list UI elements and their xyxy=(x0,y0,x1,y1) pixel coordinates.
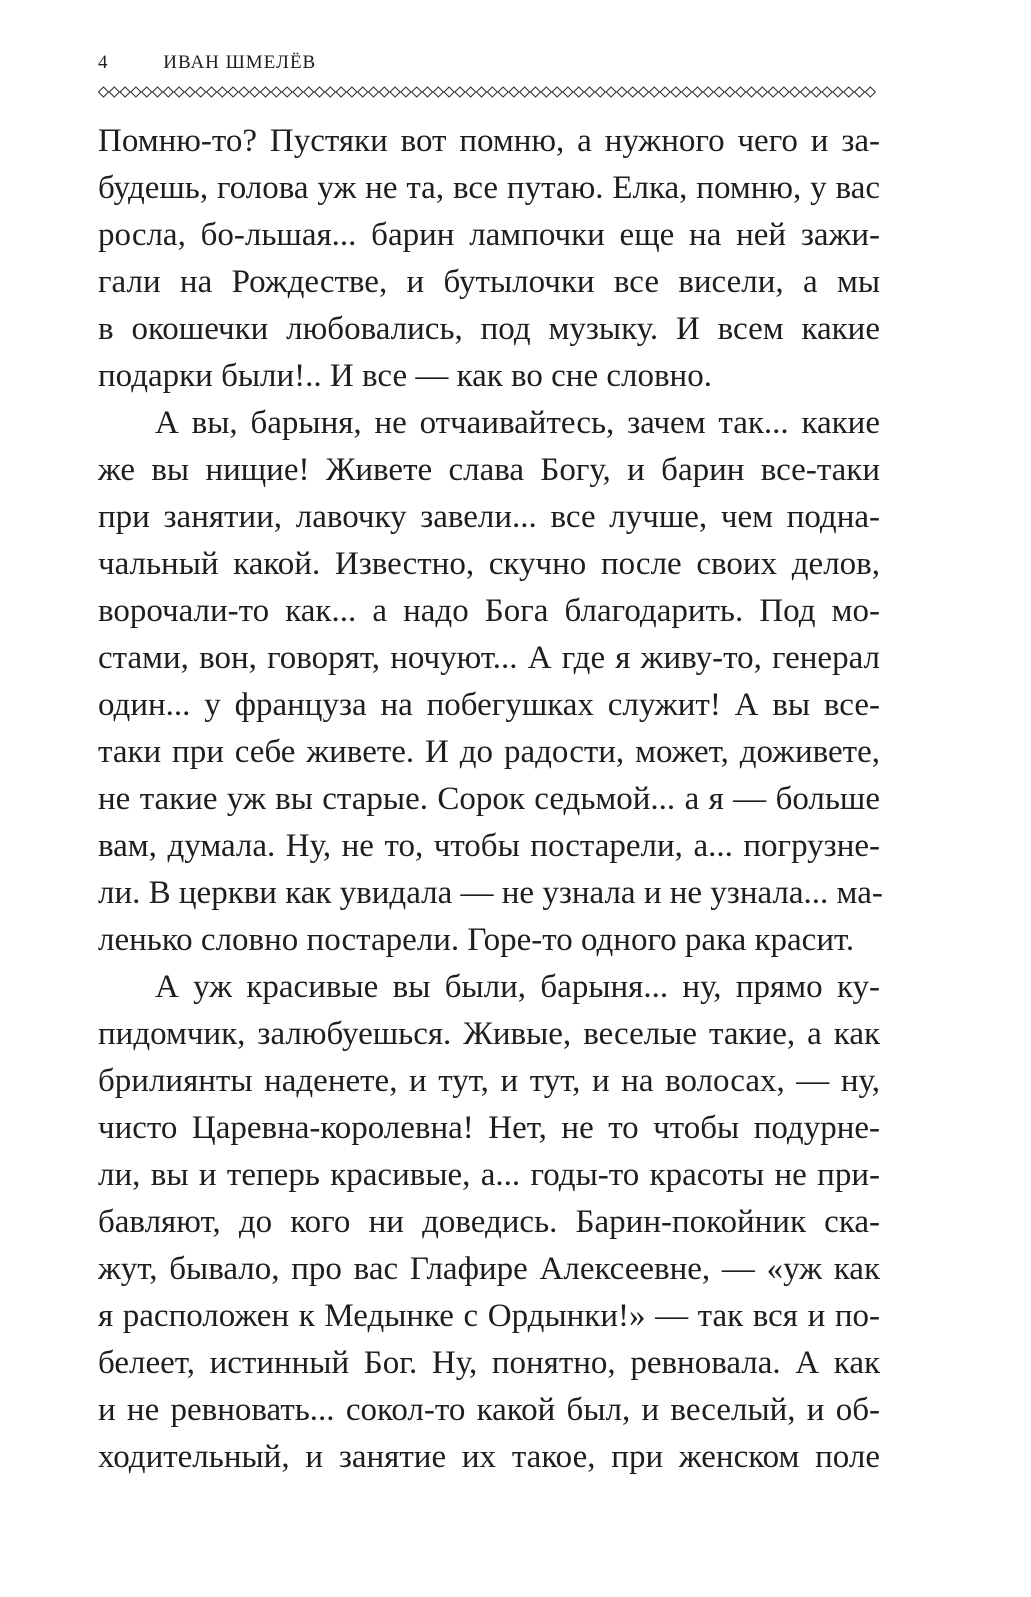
text-line: бавляют, до кого ни доведись. Барин-покойник ска- xyxy=(98,1204,880,1240)
ornament-diamond xyxy=(153,87,163,97)
ornament-diamond xyxy=(725,87,735,97)
ornament-diamond xyxy=(369,87,379,97)
ornament-diamond xyxy=(660,87,670,97)
ornament-diamond xyxy=(703,87,713,97)
ornament-diamond xyxy=(682,87,692,97)
text-line: ленько словно постарели. Горе-то одного рака красит. xyxy=(98,922,855,958)
ornament-diamond xyxy=(628,87,638,97)
ornament-diamond xyxy=(693,87,703,97)
ornament-diamond xyxy=(347,87,357,97)
ornament-diamond xyxy=(541,87,551,97)
ornament-diamond xyxy=(379,87,389,97)
ornament-diamond xyxy=(811,87,821,97)
text-line: чисто Царевна-королевна! Нет, не то чтобы подурне- xyxy=(98,1110,880,1146)
ornament-diamond xyxy=(790,87,800,97)
text-line: при занятии, лавочку завели... все лучше, чем подна- xyxy=(98,499,880,535)
ornament-diamond xyxy=(109,87,119,97)
ornament-diamond xyxy=(282,87,292,97)
paragraph xyxy=(98,118,880,400)
text-line: ли, вы и теперь красивые, а... годы-то красоты не при- xyxy=(98,1157,880,1193)
ornament-diamond xyxy=(207,87,217,97)
ornament-diamond xyxy=(855,87,865,97)
ornament-diamond xyxy=(487,87,497,97)
ornament-diamond xyxy=(217,87,227,97)
ornament-diamond xyxy=(574,87,584,97)
page-number: 4 xyxy=(98,52,108,73)
ornament-diamond xyxy=(779,87,789,97)
ornament-diamond xyxy=(595,87,605,97)
ornament-diamond xyxy=(736,87,746,97)
ornament-diamond xyxy=(131,87,141,97)
ornament-diamond xyxy=(142,87,152,97)
ornament-diamond xyxy=(477,87,487,97)
text-line: белеет, истинный Бог. Ну, понятно, ревновала. А как xyxy=(98,1345,880,1381)
ornament-diamond xyxy=(552,87,562,97)
ornament-diamond xyxy=(520,87,530,97)
ornament-diamond xyxy=(585,87,595,97)
ornament-diamond xyxy=(423,87,433,97)
ornament-diamond xyxy=(325,87,335,97)
text-line: же вы нищие! Живете слава Богу, и барин все-таки xyxy=(98,452,880,488)
text-line: чальный какой. Известно, скучно после своих делов, xyxy=(98,546,880,582)
ornament-diamond xyxy=(466,87,476,97)
ornament-diamond xyxy=(239,87,249,97)
text-line: подарки были!.. И все — как во сне словно. xyxy=(98,358,712,394)
ornament-diamond xyxy=(261,87,271,97)
ornament-diamond xyxy=(531,87,541,97)
ornament-diamond xyxy=(509,87,519,97)
ornament-diamond xyxy=(336,87,346,97)
ornament-diamond xyxy=(315,87,325,97)
ornament-diamond xyxy=(433,87,443,97)
text-line: жут, бывало, про вас Глафире Алексеевне, — «уж как xyxy=(98,1251,880,1287)
text-line: один... у француза на побегушках служит! А вы все- xyxy=(98,687,880,723)
text-line: стами, вон, говорят, ночуют... А где я живу-то, генерал xyxy=(98,640,880,676)
text-line: гали на Рождестве, и бутылочки все висели, а мы xyxy=(98,264,880,300)
ornament-diamond xyxy=(844,87,854,97)
ornament-diamond xyxy=(358,87,368,97)
ornament-diamond xyxy=(822,87,832,97)
diamond-chain-ornament-icon xyxy=(98,85,880,99)
ornament-diamond xyxy=(120,87,130,97)
ornament-diamond xyxy=(250,87,260,97)
ornament-diamond xyxy=(671,87,681,97)
ornament-diamond xyxy=(498,87,508,97)
text-line: пидомчик, залюбуешься. Живые, веселые такие, а как xyxy=(98,1016,880,1052)
ornament-diamond xyxy=(163,87,173,97)
text-line: не такие уж вы старые. Сорок седьмой... а я — больше xyxy=(98,781,880,817)
text-line: вам, думала. Ну, не то, чтобы постарели, а... погрузне- xyxy=(98,828,880,864)
text-body xyxy=(98,118,883,1481)
ornament-diamond xyxy=(304,87,314,97)
paragraph xyxy=(98,400,883,964)
ornament-diamond xyxy=(196,87,206,97)
ornament-diamond xyxy=(271,87,281,97)
ornament-diamond xyxy=(444,87,454,97)
ornament-diamond xyxy=(639,87,649,97)
ornament-diamond xyxy=(757,87,767,97)
text-line: росла, бо-льшая... барин лампочки еще на ней зажи- xyxy=(98,217,880,253)
ornament-diamond xyxy=(185,87,195,97)
text-line: ли. В церкви как увидала — не узнала и не узнала... ма- xyxy=(98,875,883,911)
ornament-diamond xyxy=(293,87,303,97)
text-line: А вы, барыня, не отчаивайтесь, зачем так... какие xyxy=(155,405,880,441)
text-line: в окошечки любовались, под музыку. И всем какие xyxy=(98,311,880,347)
ornament-diamond xyxy=(768,87,778,97)
ornament-diamond xyxy=(401,87,411,97)
ornament-diamond xyxy=(99,87,109,97)
ornament-diamond xyxy=(412,87,422,97)
text-line: будешь, голова уж не та, все путаю. Елка, помню, у вас xyxy=(98,170,880,206)
paragraph xyxy=(98,964,880,1481)
text-line: А уж красивые вы были, барыня... ну, прямо ку- xyxy=(155,969,880,1005)
ornament-diamond xyxy=(390,87,400,97)
ornament-diamond xyxy=(714,87,724,97)
text-line: и не ревновать... сокол-то какой был, и веселый, и об- xyxy=(98,1392,880,1428)
ornament-diamond xyxy=(228,87,238,97)
ornament-diamond xyxy=(747,87,757,97)
text-line: Помню-то? Пустяки вот помню, а нужного чего и за- xyxy=(98,123,880,159)
ornament-diamond xyxy=(606,87,616,97)
text-line: я расположен к Медынке с Ордынки!» — так вся и по- xyxy=(98,1298,880,1334)
ornament-diamond xyxy=(455,87,465,97)
running-head xyxy=(98,52,316,80)
text-line: ходительный, и занятие их такое, при женском поле xyxy=(98,1439,880,1475)
ornament-diamond xyxy=(801,87,811,97)
ornament-diamond xyxy=(833,87,843,97)
ornament-diamond xyxy=(649,87,659,97)
ornament-diamond xyxy=(174,87,184,97)
text-line: ворочали-то как... а надо Бога благодарить. Под мо- xyxy=(98,593,880,629)
ornament-diamond xyxy=(563,87,573,97)
text-line: таки при себе живете. И до радости, может, доживете, xyxy=(98,734,880,770)
ornament-diamond xyxy=(617,87,627,97)
author-name: ИВАН ШМЕЛЁВ xyxy=(163,52,317,73)
ornament-diamond xyxy=(865,87,875,97)
text-line: брилиянты наденете, и тут, и тут, и на волосах, — ну, xyxy=(98,1063,880,1099)
